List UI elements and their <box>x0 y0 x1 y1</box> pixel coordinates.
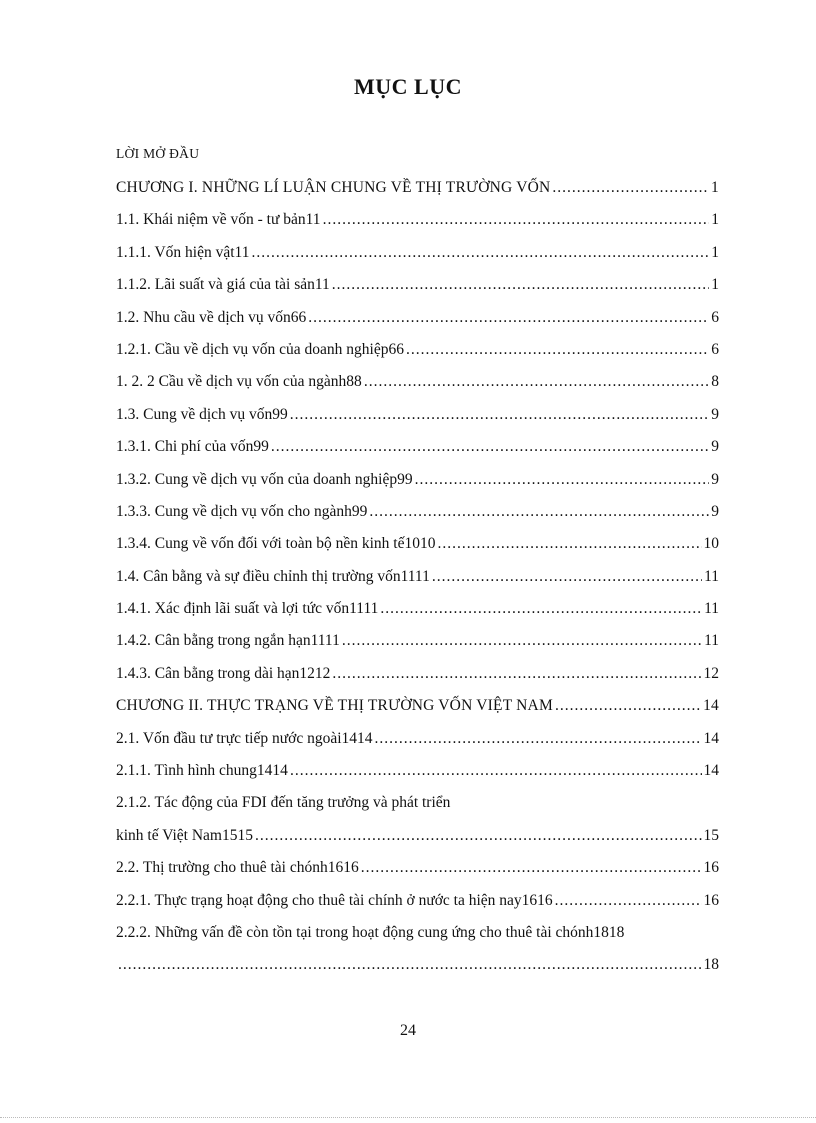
toc-leader-dots <box>323 204 710 236</box>
toc-entry-page: 14 <box>703 729 719 747</box>
toc-entry-page: 14 <box>703 697 719 715</box>
toc-entry-page: 11 <box>704 600 719 618</box>
toc-entry[interactable] <box>116 690 719 722</box>
toc-entry-text: 2.2.1. Thực trạng hoạt động cho thuê tài chính ở nước ta hiện nay1616 <box>116 891 553 909</box>
toc-leader-dots <box>290 755 702 787</box>
toc-entry[interactable] <box>116 885 719 917</box>
intro-heading: LỜI MỞ ĐẦU <box>116 146 200 161</box>
toc-leader-dots <box>342 625 702 657</box>
page-bottom-divider <box>0 1117 816 1118</box>
toc-leader-dots <box>437 528 701 560</box>
toc-entry-page: 11 <box>704 567 719 585</box>
toc-leader-dots <box>361 852 702 884</box>
toc-leader-dots <box>406 334 709 366</box>
toc-entry-page: 1 <box>711 243 719 261</box>
toc-entry[interactable] <box>116 302 719 334</box>
toc-entry[interactable] <box>116 820 719 852</box>
toc-entry-text: 1.3.3. Cung về dịch vụ vốn cho ngành99 <box>116 502 368 520</box>
toc-entry[interactable] <box>116 561 719 593</box>
toc-leader-dots <box>369 496 709 528</box>
toc-entry-text: 2.1.2. Tác động của FDI đến tăng trưởng và phát triển <box>116 794 451 812</box>
table-of-contents <box>116 172 719 982</box>
toc-entry[interactable] <box>116 528 719 560</box>
toc-entry-text: 1.2. Nhu cầu về dịch vụ vốn66 <box>116 308 307 326</box>
toc-entry-text: 1.1.2. Lãi suất và giá của tài sản11 <box>116 276 330 294</box>
toc-entry[interactable] <box>116 658 719 690</box>
toc-entry[interactable] <box>116 723 719 755</box>
toc-entry-page: 6 <box>711 340 719 358</box>
toc-entry[interactable] <box>116 204 719 236</box>
toc-entry[interactable] <box>116 949 719 981</box>
toc-entry[interactable] <box>116 496 719 528</box>
toc-entry-page: 12 <box>703 664 719 682</box>
toc-entry-page: 14 <box>703 762 719 780</box>
toc-leader-dots <box>380 593 702 625</box>
toc-entry[interactable] <box>116 399 719 431</box>
toc-entry[interactable] <box>116 431 719 463</box>
toc-entry-text: 2.2.2. Những vấn đề còn tồn tại trong hoạt động cung ứng cho thuê tài chónh1818 <box>116 923 625 941</box>
toc-entry-page: 1 <box>711 276 719 294</box>
toc-entry-text: 1.3.1. Chi phí của vốn99 <box>116 438 269 456</box>
page-title: MỤC LỤC <box>354 74 462 99</box>
toc-leader-dots <box>552 172 709 204</box>
toc-entry-page: 6 <box>711 308 719 326</box>
toc-entry-text: 1.1.1. Vốn hiện vật11 <box>116 243 250 261</box>
toc-entry[interactable] <box>116 787 719 819</box>
toc-leader-dots <box>271 431 709 463</box>
toc-entry-page: 16 <box>703 859 719 877</box>
toc-entry-text: 1.1. Khái niệm về vốn - tư bản11 <box>116 211 321 229</box>
toc-entry-page: 1 <box>711 211 719 229</box>
toc-entry-text: kinh tế Việt Nam1515 <box>116 826 253 844</box>
toc-entry-page: 1 <box>711 179 719 196</box>
toc-entry[interactable] <box>116 334 719 366</box>
toc-entry-page: 18 <box>703 956 719 974</box>
toc-entry-text: 1.4.3. Cân bằng trong dài hạn1212 <box>116 664 331 682</box>
toc-entry-text: 1.3.4. Cung về vốn đối với toàn bộ nền kinh tế1010 <box>116 535 436 553</box>
toc-entry-text: 2.2. Thị trường cho thuê tài chónh1616 <box>116 859 359 877</box>
toc-entry-page: 8 <box>711 373 719 391</box>
toc-entry-text: 1.4.2. Cân bằng trong ngắn hạn1111 <box>116 632 340 650</box>
toc-leader-dots <box>332 658 701 690</box>
toc-entry-text: 1.4. Cân bằng và sự điều chỉnh thị trường vốn1111 <box>116 567 430 585</box>
toc-entry-text: 1. 2. 2 Cầu về dịch vụ vốn của ngành88 <box>116 373 362 391</box>
toc-entry-page: 9 <box>711 438 719 456</box>
toc-entry[interactable] <box>116 625 719 657</box>
toc-entry-text: 1.2.1. Cầu về dịch vụ vốn của doanh nghiệp66 <box>116 340 404 358</box>
toc-entry[interactable] <box>116 593 719 625</box>
toc-entry-text: 1.4.1. Xác định lãi suất và lợi tức vốn1111 <box>116 600 379 618</box>
toc-entry-text: CHƯƠNG I. NHỮNG LÍ LUẬN CHUNG VỀ THỊ TRƯỜNG VỐN <box>116 179 551 196</box>
toc-entry-page: 11 <box>704 632 719 650</box>
toc-entry[interactable] <box>116 269 719 301</box>
toc-entry-page: 10 <box>703 535 719 553</box>
toc-entry-page: 15 <box>703 826 719 844</box>
toc-leader-dots <box>118 949 702 981</box>
toc-entry-text: 2.1. Vốn đầu tư trực tiếp nước ngoài1414 <box>116 729 373 747</box>
toc-leader-dots <box>251 237 709 269</box>
toc-entry[interactable] <box>116 366 719 398</box>
toc-leader-dots <box>332 269 709 301</box>
toc-leader-dots <box>555 885 702 917</box>
toc-entry[interactable] <box>116 172 719 204</box>
toc-entry[interactable] <box>116 237 719 269</box>
toc-entry-text: 1.3.2. Cung về dịch vụ vốn của doanh nghiệp99 <box>116 470 413 488</box>
toc-entry[interactable] <box>116 755 719 787</box>
toc-entry-page: 9 <box>711 470 719 488</box>
toc-entry[interactable] <box>116 917 719 949</box>
toc-leader-dots <box>415 464 710 496</box>
toc-entry-text: 1.3. Cung về dịch vụ vốn99 <box>116 405 288 423</box>
toc-entry-text: CHƯƠNG II. THỰC TRẠNG VỀ THỊ TRƯỜNG VỐN VIỆT NAM <box>116 697 553 715</box>
toc-leader-dots <box>255 820 702 852</box>
toc-leader-dots <box>364 366 709 398</box>
toc-leader-dots <box>432 561 702 593</box>
toc-leader-dots <box>290 399 709 431</box>
toc-entry-page: 16 <box>703 891 719 909</box>
toc-entry[interactable] <box>116 852 719 884</box>
toc-leader-dots <box>375 723 702 755</box>
page-number: 24 <box>400 1022 416 1039</box>
toc-entry-page: 9 <box>711 502 719 520</box>
toc-entry[interactable] <box>116 464 719 496</box>
toc-leader-dots <box>555 690 701 722</box>
toc-entry-text: 2.1.1. Tình hình chung1414 <box>116 762 288 780</box>
toc-entry-page: 9 <box>711 405 719 423</box>
toc-leader-dots <box>308 302 709 334</box>
